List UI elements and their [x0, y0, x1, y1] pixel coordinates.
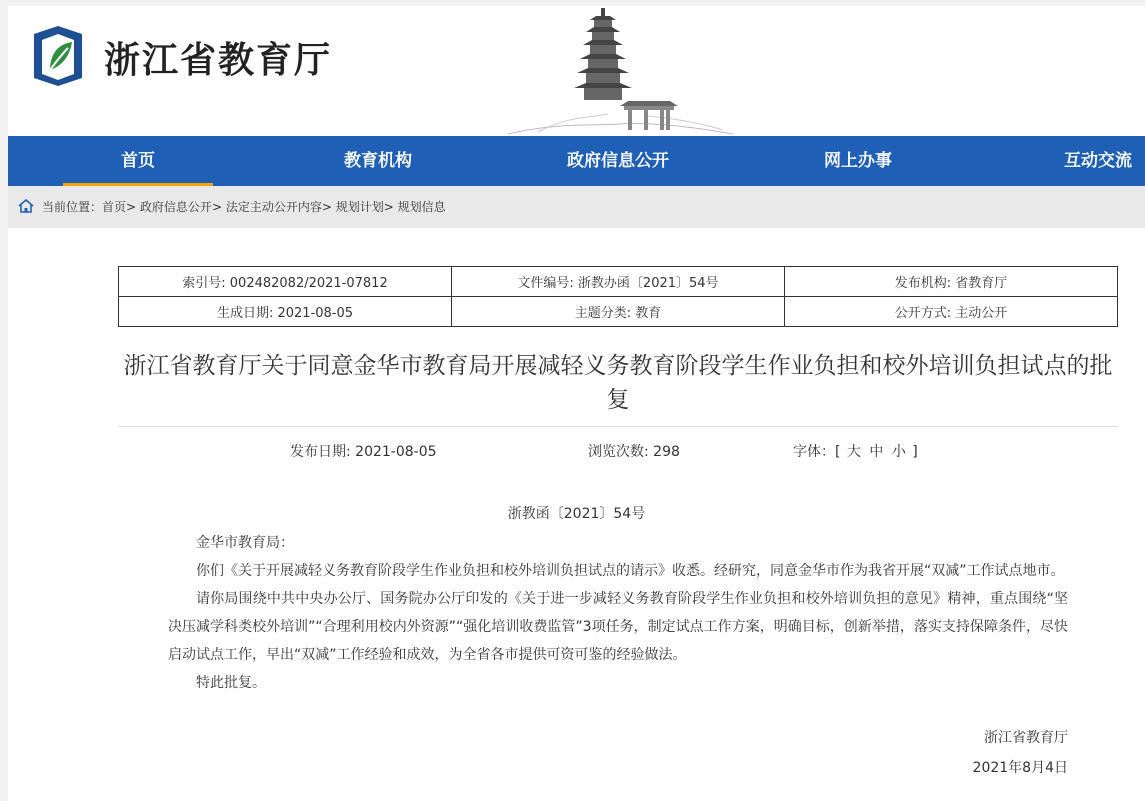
- meta-disclosure: 公开方式: 主动公开: [785, 297, 1118, 327]
- page: [8, 6, 1145, 801]
- breadcrumb-separator: >: [321, 200, 332, 214]
- site-header: [8, 6, 1145, 136]
- signature-date: 2021年8月4日: [972, 760, 1068, 776]
- site-name[interactable]: 浙江省教育厅: [104, 39, 333, 81]
- breadcrumb-planning[interactable]: 规划计划: [335, 200, 384, 214]
- breadcrumb-planning-info[interactable]: 规划信息: [397, 200, 446, 214]
- meta-doc-no: 文件编号: 浙教办函〔2021〕54号: [452, 267, 785, 297]
- publish-date: 发布日期: 2021-08-05: [290, 444, 437, 460]
- meta-index-no: 索引号: 002482082/2021-07812: [119, 267, 452, 297]
- meta-created-date: 生成日期: 2021-08-05: [119, 297, 452, 327]
- nav-online-services[interactable]: 网上办事: [824, 151, 892, 171]
- font-small-button[interactable]: 小: [891, 444, 906, 460]
- meta-publisher: 发布机构: 省教育厅: [785, 267, 1118, 297]
- view-count: 浏览次数: 298: [588, 444, 680, 460]
- document-number: 浙教函〔2021〕54号: [507, 506, 646, 522]
- breadcrumb-bar: [8, 186, 1145, 228]
- breadcrumb-home[interactable]: 首页: [102, 200, 127, 214]
- article-body: [168, 529, 1068, 697]
- meta-topic: 主题分类: 教育: [452, 297, 785, 327]
- font-size-switcher: [793, 441, 918, 461]
- breadcrumb: [42, 186, 446, 228]
- breadcrumb-separator: >: [383, 200, 394, 214]
- breadcrumb-government-info[interactable]: 政府信息公开: [139, 200, 212, 214]
- breadcrumb-separator: >: [126, 200, 137, 214]
- main-nav: [8, 136, 1145, 186]
- font-large-button[interactable]: 大: [846, 444, 861, 460]
- article-title: 浙江省教育厅关于同意金华市教育局开展减轻义务教育阶段学生作业负担和校外培训负担试点的批复: [123, 353, 1113, 413]
- nav-government-info[interactable]: 政府信息公开: [567, 151, 669, 171]
- breadcrumb-statutory-content[interactable]: 法定主动公开内容: [225, 200, 322, 214]
- title-divider: [118, 426, 1118, 427]
- nav-home[interactable]: 首页: [63, 136, 213, 186]
- nav-education-institutions[interactable]: 教育机构: [344, 151, 412, 171]
- salutation: 金华市教育局：: [196, 535, 294, 551]
- font-medium-button[interactable]: 中: [869, 444, 884, 460]
- home-icon: [18, 199, 34, 213]
- paragraph: 请你局围绕中共中央办公厅、国务院办公厅印发的《关于进一步减轻义务教育阶段学生作业负担和校外培训负担的意见》精神，重点围绕“坚决压减学科类校外培训”“合理利用校内外资源”“强化培训收费监管”3项任务，制定试点工作方案，明确目标，创新举措，落实支持保障条件，尽快启动试点工作，早出“双减”工作经验和成效，为全省各市提供可资可鉴的经验做法。: [168, 591, 1068, 663]
- breadcrumb-separator: >: [211, 200, 222, 214]
- nav-interaction[interactable]: 互动交流: [1064, 151, 1132, 171]
- pagoda-illustration: [498, 6, 738, 136]
- breadcrumb-prefix: 当前位置：: [42, 200, 103, 214]
- signature-org: 浙江省教育厅: [984, 730, 1068, 746]
- font-size-label: 字体：[: [793, 444, 841, 460]
- paragraph: 你们《关于开展减轻义务教育阶段学生作业负担和校外培训负担试点的请示》收悉。经研究，同意金华市作为我省开展“双减”工作试点地市。: [196, 563, 1065, 579]
- paragraph: 特此批复。: [196, 675, 266, 691]
- font-size-close: ]: [912, 444, 918, 460]
- document-meta-table: [118, 266, 1118, 327]
- site-logo-icon[interactable]: [28, 24, 88, 88]
